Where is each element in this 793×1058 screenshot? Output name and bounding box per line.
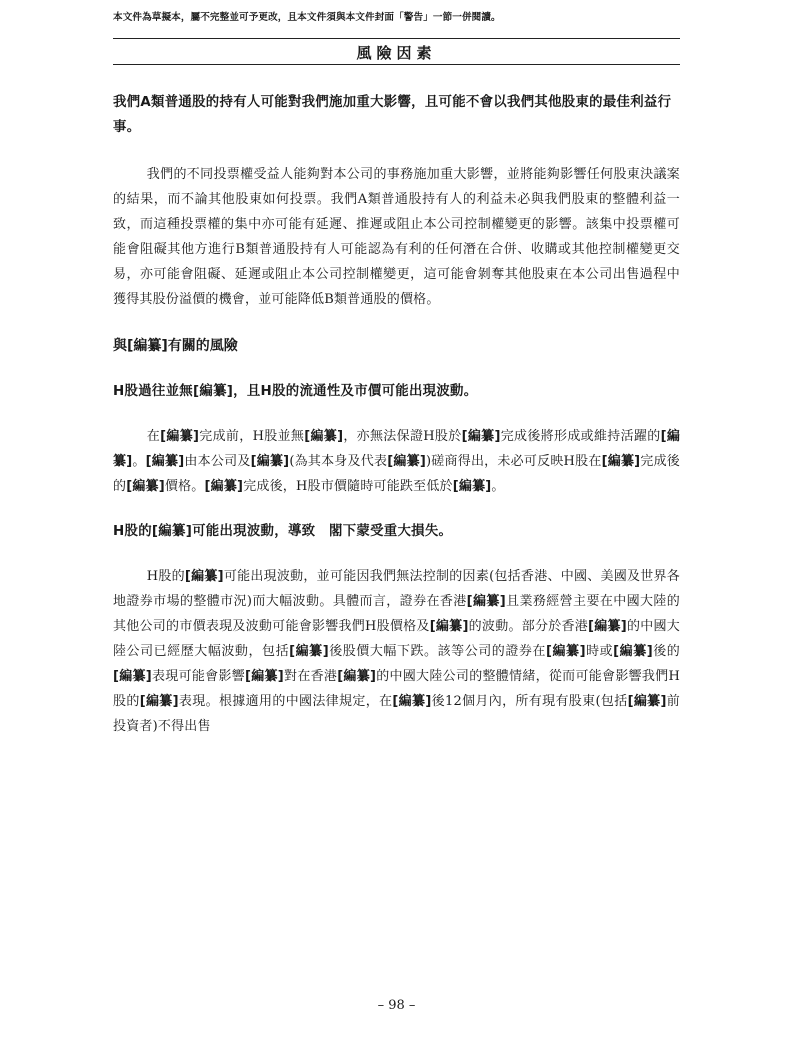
header-rule-top	[113, 38, 680, 39]
redacted-marker: [編纂]	[452, 479, 492, 494]
body-paragraph: 在[編纂]完成前，H股並無[編纂]，亦無法保證H股於[編纂]完成後將形成或維持活躍的[編纂]。[編纂]由本公司及[編纂](為其本身及代表[編纂])磋商得出，未必可反映H股在[編纂]完成後的[編纂]價格。[編纂]完成後，H股市價隨時可能跌至低於[編纂]。	[113, 429, 681, 494]
redacted-marker: [編纂]	[204, 479, 244, 494]
risk-heading: H股的[編纂]可能出現波動，導致 閣下蒙受重大損失。	[113, 524, 453, 539]
section-heading: 與[編纂]有關的風險	[113, 338, 238, 354]
redacted-marker: [編纂]	[113, 669, 152, 684]
redacted-marker: [編纂]	[337, 669, 377, 684]
redacted-marker: [編纂]	[392, 694, 432, 709]
redacted-marker: [編纂]	[461, 429, 501, 444]
risk-heading: H股過往並無[編纂]，且H股的流通性及市價可能出現波動。	[113, 384, 478, 399]
redacted-marker: [編纂]	[250, 454, 290, 469]
body-paragraph: 我們的不同投票權受益人能夠對本公司的事務施加重大影響，並將能夠影響任何股東決議案的結果，而不論其他股東如何投票。我們A類普通股持有人的利益未必與我們股東的整體利益一致，而這種投票權的集中亦可能有延遲、推遲或阻止本公司控制權變更的影響。該集中投票權可能會阻礙其他方進行B類普通股持有人可能認為有利的任何潛在合併、收購或其他控制權變更交易，亦可能會阻礙、延遲或阻止本公司控制權變更，這可能會剝奪其他股東在本公司出售過程中獲得其股份溢價的機會，並可能降低B類普通股的價格。	[113, 167, 680, 307]
redacted-marker: [編纂]	[387, 454, 426, 469]
page-number: – 98 –	[377, 998, 416, 1013]
body-paragraph: H股的[編纂]可能出現波動，並可能因我們無法控制的因素(包括香港、中國、美國及世界各地證券市場的整體市況)而大幅波動。具體而言，證券在香港[編纂]且業務經營主要在中國大陸的其他公司的市價表現及波動可能會影響我們H股價格及[編纂]的波動。部分於香港[編纂]的中國大陸公司已經歷大幅波動，包括[編纂]後股價大幅下跌。該等公司的證券在[編纂]時或[編纂]後的[編纂]表現可能會影響[編纂]對在香港[編纂]的中國大陸公司的整體情緒，從而可能會影響我們H股的[編纂]表現。根據適用的中國法律規定，在[編纂]後12個月內，所有現有股東(包括[編纂]前投資者)不得出售	[113, 569, 681, 734]
section-title: 風險因素	[356, 44, 437, 62]
redacted-marker: [編纂]	[160, 429, 200, 444]
redacted-marker: [編纂]	[145, 454, 185, 469]
document-body	[113, 90, 680, 739]
header-rule-bottom	[113, 64, 680, 65]
redacted-marker: [編纂]	[139, 694, 179, 709]
redacted-marker: [編纂]	[304, 429, 344, 444]
redacted-marker: [編纂]	[601, 454, 641, 469]
redacted-marker: [編纂]	[588, 619, 627, 634]
redacted-marker: [編纂]	[429, 619, 469, 634]
redacted-marker: [編纂]	[184, 569, 224, 584]
redacted-marker: [編纂]	[466, 594, 506, 609]
redacted-marker: [編纂]	[545, 644, 586, 659]
redacted-marker: [編纂]	[245, 669, 284, 684]
redacted-marker: [編纂]	[289, 644, 329, 659]
redacted-marker: [編纂]	[113, 429, 681, 469]
draft-disclaimer: 本文件為草擬本，屬不完整並可予更改，且本文件須與本文件封面「警告」一節一併閱讀。	[113, 12, 501, 23]
redacted-marker: [編纂]	[627, 694, 667, 709]
risk-heading: 我們A類普通股的持有人可能對我們施加重大影響，且可能不會以我們其他股東的最佳利益行事。	[113, 95, 672, 135]
redacted-marker: [編纂]	[613, 644, 653, 659]
redacted-marker: [編纂]	[126, 479, 165, 494]
